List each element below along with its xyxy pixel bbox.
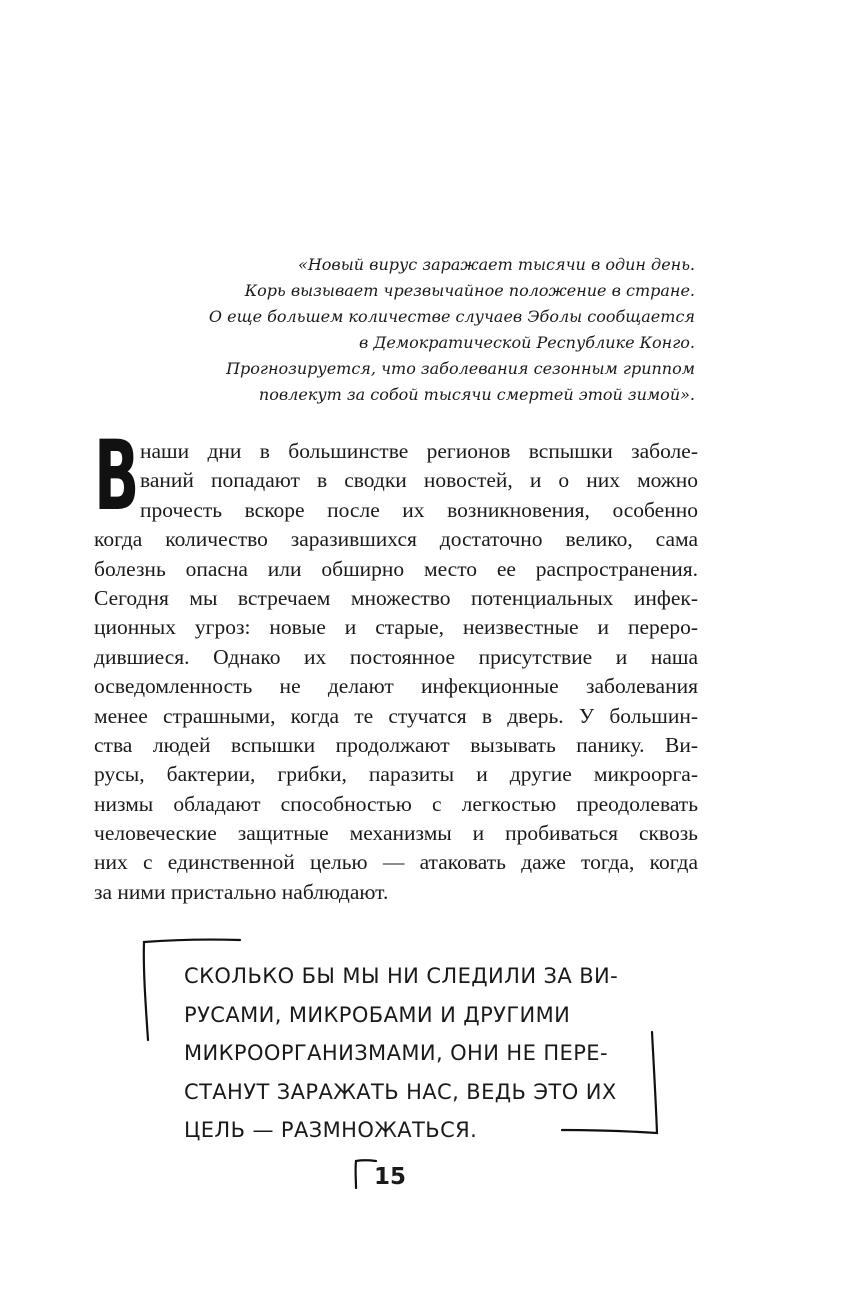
body-line: за ними пристально наблюдают.: [94, 879, 389, 904]
pull-quote-line: СКОЛЬКО БЫ МЫ НИ СЛЕДИЛИ ЗА ВИ-: [184, 964, 619, 988]
body-line: ционных угроз: новые и старые, неизвестные и переро-: [94, 615, 698, 640]
body-line: ваний попадают в сводки новостей, и о них можно: [140, 468, 698, 493]
body-line: менее страшными, когда те стучатся в дверь. У большин-: [94, 703, 698, 728]
pull-quote-line: СТАНУТ ЗАРАЖАТЬ НАС, ВЕДЬ ЭТО ИХ: [184, 1079, 617, 1104]
pull-quote-line: МИКРООРГАНИЗМАМИ, ОНИ НЕ ПЕРЕ-: [184, 1041, 608, 1065]
body-line: человеческие защитные механизмы и пробиваться сквозь: [94, 821, 698, 846]
epigraph: [135, 252, 695, 408]
page-number-block: [352, 1158, 422, 1198]
body-line: болезнь опасна или обширно место ее распространения.: [94, 556, 698, 581]
body-line: когда количество заразившихся достаточно велико, сама: [94, 527, 698, 552]
body-line: русы, бактерии, грибки, паразиты и другие микроорга-: [94, 762, 698, 787]
body-paragraph: [94, 420, 698, 907]
epigraph-line: в Демократической Республике Конго.: [358, 333, 695, 352]
drop-cap: В: [94, 420, 140, 532]
body-line: дившиеся. Однако их постоянное присутствие и наша: [94, 644, 698, 669]
body-line: ства людей вспышки продолжают вызывать панику. Ви-: [94, 732, 698, 757]
epigraph-line: Прогнозируется, что заболевания сезонным гриппом: [226, 359, 695, 378]
body-line: прочесть вскоре после их возникновения, особенно: [140, 497, 698, 522]
page-number: 15: [374, 1164, 407, 1190]
pull-quote-line: РУСАМИ, МИКРОБАМИ И ДРУГИМИ: [184, 1002, 571, 1027]
body-line: осведомленность не делают инфекционные заболевания: [94, 674, 698, 699]
pull-quote: [184, 957, 634, 1150]
body-line: Сегодня мы встречаем множество потенциальных инфек-: [94, 585, 698, 610]
body-line: них с единственной целью — атаковать даже тогда, когда: [94, 850, 698, 875]
epigraph-line: повлекут за собой тысячи смертей этой зимой».: [258, 385, 695, 404]
epigraph-line: Корь вызывает чрезвычайное положение в стране.: [244, 281, 695, 300]
pull-quote-line: ЦЕЛЬ — РАЗМНОЖАТЬСЯ.: [184, 1118, 478, 1142]
body-line: наши дни в большинстве регионов вспышки заболе-: [140, 439, 698, 463]
epigraph-line: «Новый вирус заражает тысячи в один день.: [298, 255, 695, 274]
epigraph-line: О еще большем количестве случаев Эболы сообщается: [208, 307, 695, 326]
body-line: низмы обладают способностью с легкостью преодолевать: [94, 791, 698, 816]
